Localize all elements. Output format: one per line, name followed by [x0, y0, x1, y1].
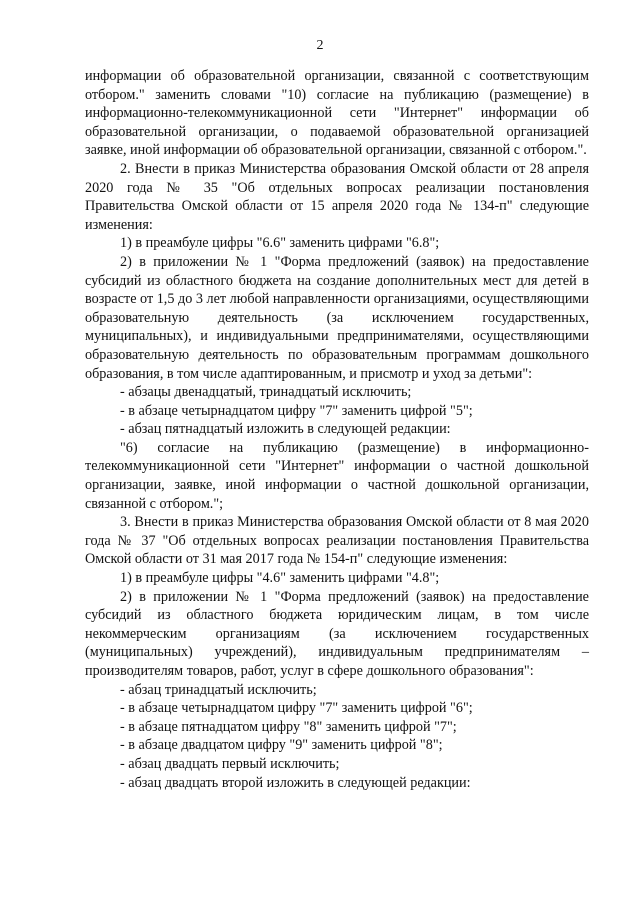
dash-item: - абзац двадцать второй изложить в следующей редакции:	[120, 774, 471, 791]
paragraph-item-2: 2. Внести в приказ Министерства образования Омской области от 28 апреля 2020 года № 35 "Об отдельных вопросах реализации постановления Правительства Омской области от 15 апреля 2020 года № 134-п" следующие изменения:	[85, 160, 589, 233]
paragraph-continuation: информации об образовательной организации, связанной с соответствующим отбором." заменить словами "10) согласие на публикацию (размещение) в информационно-телекоммуникационной сети "Интернет" информации об образовательной организации, о подаваемой образовательной организацией заявке, иной информации об образовательной организации, связанной с отбором.".	[85, 68, 589, 159]
dash-item: - абзац двадцать первый исключить;	[120, 755, 340, 772]
paragraph-subitem-2-1: 1) в преамбуле цифры "6.6" заменить цифрами "6.8";	[120, 235, 440, 252]
dash-item: - в абзаце пятнадцатом цифру "8" заменить цифрой "7";	[120, 718, 457, 735]
paragraph-subitem-3-2: 2) в приложении № 1 "Форма предложений (заявок) на предоставление субсидий из областного бюджета юридическим лицам, в том числе некоммерческим организациям (за исключением государственных (муниципальных) учреждений), индивидуальным предпринимателям – производителям товаров, работ, услуг в сфере дошкольного образования":	[85, 588, 589, 679]
paragraph-quote-6: "6) согласие на публикацию (размещение) в информационно-телекоммуникационной сети "Интернет" информации о частной дошкольной организации, заявке, иной информации о частной дошкольной организации, связанной с отбором.";	[85, 439, 589, 512]
dash-item: - в абзаце четырнадцатом цифру "7" заменить цифрой "6";	[120, 700, 473, 717]
paragraph-subitem-3-1: 1) в преамбуле цифры "4.6" заменить цифрами "4.8";	[120, 570, 440, 587]
paragraph-subitem-2-2: 2) в приложении № 1 "Форма предложений (заявок) на предоставление субсидий из областного бюджета на создание дополнительных мест для детей в возрасте от 1,5 до 3 лет любой направленности организациями, осуществляющими образовательную деятельность (за исключением государственных, муниципальных), и индивидуальными предпринимателями, осуществляющими образовательную деятельность по образовательным программам дошкольного образования, в том числе адаптированным, и присмотр и уход за детьми":	[85, 253, 589, 382]
dash-item: - абзац тринадцатый исключить;	[120, 681, 317, 698]
dash-item: - абзацы двенадцатый, тринадцатый исключить;	[120, 384, 412, 401]
dash-item: - абзац пятнадцатый изложить в следующей редакции:	[120, 421, 451, 438]
paragraph-item-3: 3. Внести в приказ Министерства образования Омской области от 8 мая 2020 года № 37 "Об отдельных вопросах реализации постановления Правительства Омской области от 31 мая 2017 года № 154-п" следующие изменения:	[85, 514, 589, 568]
document-body	[85, 67, 589, 792]
page-number: 2	[316, 38, 324, 53]
dash-item: - в абзаце четырнадцатом цифру "7" заменить цифрой "5";	[120, 402, 473, 419]
dash-item: - в абзаце двадцатом цифру "9" заменить цифрой "8";	[120, 737, 443, 754]
